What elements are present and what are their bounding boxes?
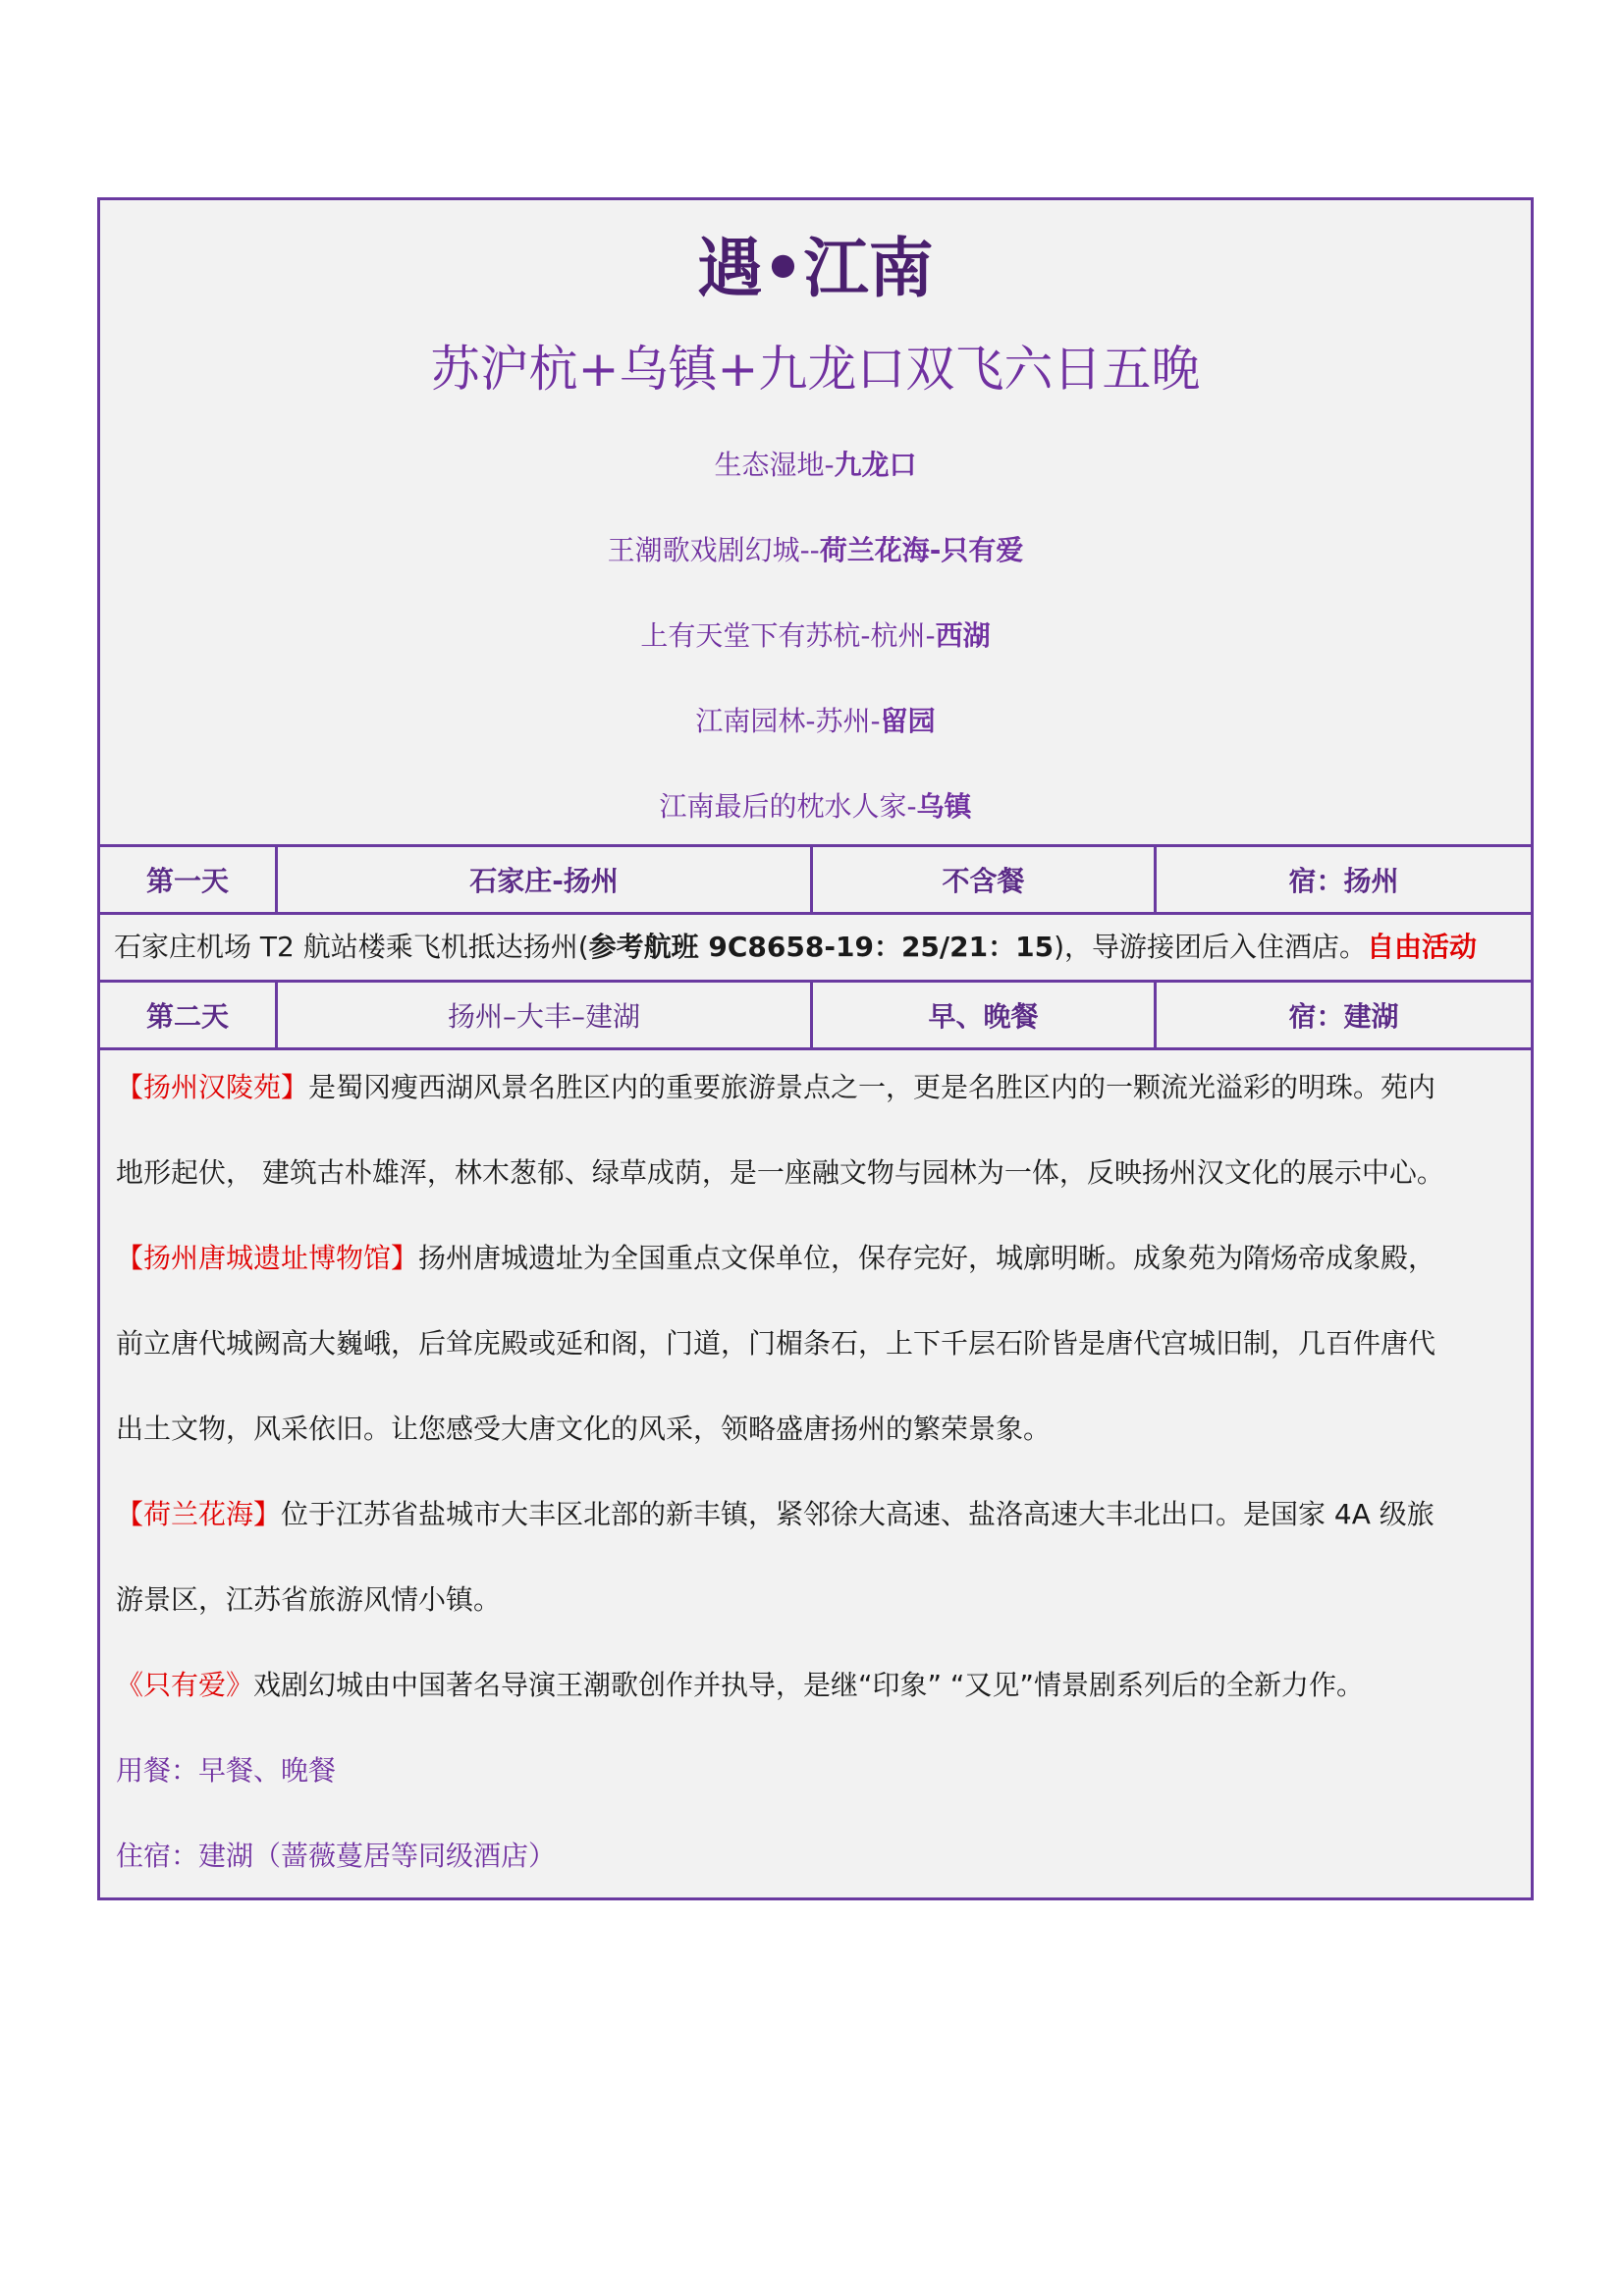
spot-name: 《只有爱》 bbox=[116, 1669, 254, 1701]
day2-description bbox=[100, 1050, 1531, 1897]
day2-header-row bbox=[100, 983, 1531, 1050]
spot-paragraph: 【荷兰花海】位于江苏省盐城市大丰区北部的新丰镇，紧邻徐大高速、盐洛高速大丰北出口。是国家 4A 级旅 游景区，江苏省旅游风情小镇。 bbox=[116, 1498, 1435, 1616]
day2-route: 扬州–大丰–建湖 bbox=[275, 983, 810, 1047]
day1-label: 第一天 bbox=[145, 865, 229, 897]
spot-name: 【扬州汉陵苑】 bbox=[116, 1071, 309, 1103]
day1-stay: 宿：扬州 bbox=[1154, 847, 1531, 912]
spot-name: 【荷兰花海】 bbox=[116, 1498, 282, 1530]
tagline: 生态湿地-九龙口 bbox=[714, 449, 917, 481]
tagline: 王潮歌戏剧幻城--荷兰花海-只有爱 bbox=[607, 534, 1024, 566]
meal-info: 用餐：早餐、晚餐 bbox=[116, 1754, 337, 1787]
day2-label: 第二天 bbox=[145, 1000, 229, 1033]
day1-header-row bbox=[100, 847, 1531, 915]
day1-meals: 不含餐 bbox=[810, 847, 1154, 912]
spot-paragraph: 【扬州汉陵苑】是蜀冈瘦西湖风景名胜区内的重要旅游景点之一，更是名胜区内的一颗流光溢彩的明珠。苑内 地形起伏， 建筑古朴雄浑，林木葱郁、绿草成荫，是一座融文物与园林为一体，反映扬州汉文化的展示中心。 bbox=[116, 1071, 1444, 1189]
page-title: 遇•江南 bbox=[697, 231, 934, 306]
page-subtitle: 苏沪杭+乌镇+九龙口双飞六日五晚 bbox=[430, 341, 1201, 398]
tagline: 江南园林-苏州-留园 bbox=[695, 705, 936, 737]
tagline: 上有天堂下有苏杭-杭州-西湖 bbox=[640, 619, 991, 652]
itinerary-frame bbox=[97, 197, 1534, 1900]
day1-description: 石家庄机场 T2 航站楼乘飞机抵达扬州(参考航班 9C8658-19：25/21：15)，导游接团后入住酒店。自由活动 bbox=[100, 915, 1531, 983]
day1-route: 石家庄-扬州 bbox=[275, 847, 810, 912]
day2-meals: 早、晚餐 bbox=[810, 983, 1154, 1047]
tagline: 江南最后的枕水人家-乌镇 bbox=[659, 790, 972, 823]
header-section bbox=[100, 200, 1531, 847]
spot-paragraph: 【扬州唐城遗址博物馆】扬州唐城遗址为全国重点文保单位，保存完好，城廓明晰。成象苑为隋炀帝成象殿， 前立唐代城阙高大巍峨，后耸庑殿或延和阁，门道，门楣条石，上下千层石阶皆是唐代宫城旧制，几百件唐代 出土文物，风采依旧。让您感受大唐文化的风采，领略盛唐扬州的繁荣景象。 bbox=[116, 1242, 1436, 1445]
day2-stay: 宿：建湖 bbox=[1154, 983, 1531, 1047]
spot-paragraph: 《只有爱》戏剧幻城由中国著名导演王潮歌创作并执导，是继“印象” “又见”情景剧系列后的全新力作。 bbox=[116, 1669, 1364, 1701]
hotel-info: 住宿：建湖（蔷薇蔓居等同级酒店） bbox=[116, 1840, 557, 1872]
spot-name: 【扬州唐城遗址博物馆】 bbox=[116, 1242, 419, 1274]
